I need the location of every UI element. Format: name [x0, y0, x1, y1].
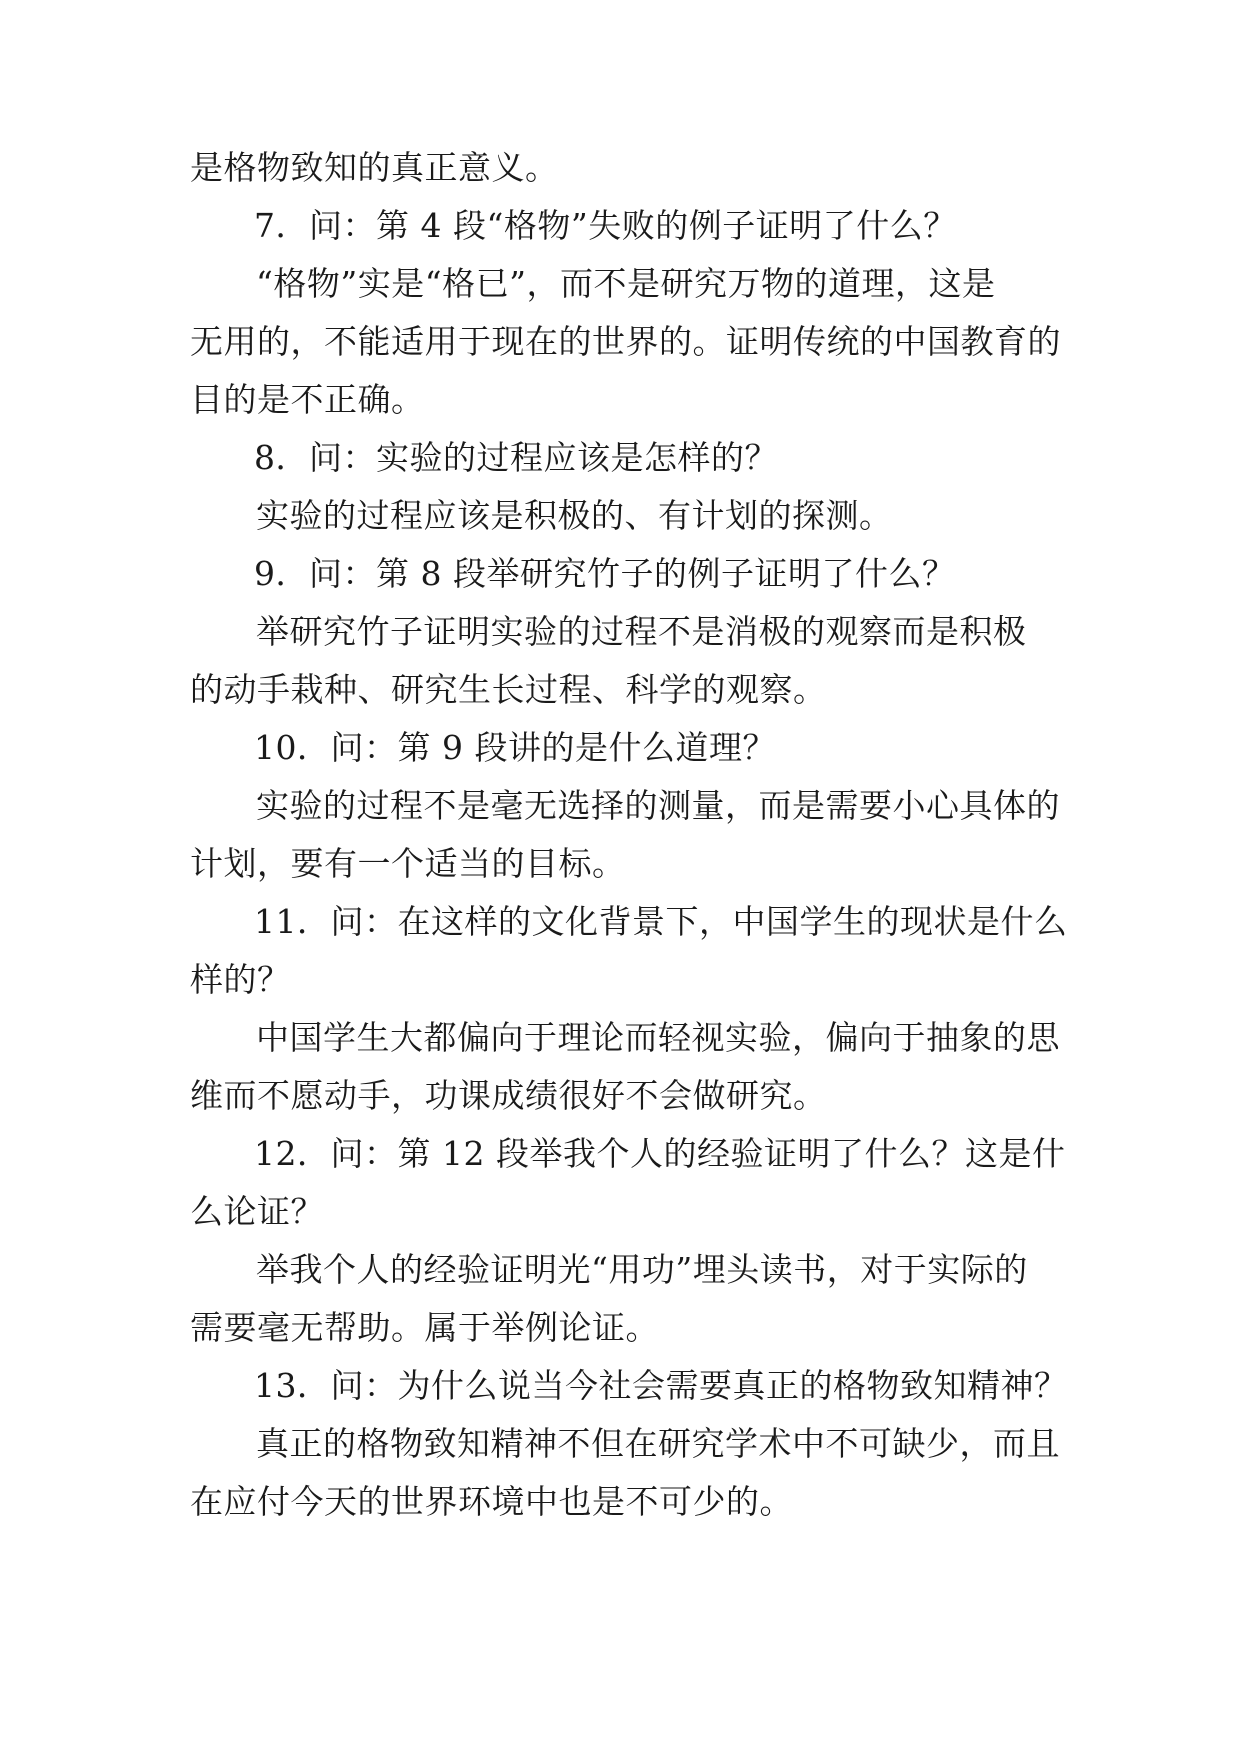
- answer-line: 目的是不正确。: [190, 380, 425, 419]
- question-line: 样的？: [190, 960, 291, 999]
- answer-line: 无用的，不能适用于现在的世界的。证明传统的中国教育的: [190, 322, 1061, 361]
- question-line: 9．问：第 8 段举研究竹子的例子证明了什么？: [254, 554, 956, 593]
- answer-line: 实验的过程不是毫无选择的测量，而是需要小心具体的: [256, 786, 1060, 825]
- question-line: 8．问：实验的过程应该是怎样的？: [254, 438, 778, 477]
- answer-line: “格物”实是“格已”，而不是研究万物的道理，这是: [256, 264, 996, 303]
- question-line: 么论证？: [190, 1192, 324, 1231]
- answer-line: 维而不愿动手，功课成绩很好不会做研究。: [190, 1076, 827, 1115]
- answer-line: 的动手栽种、研究生长过程、科学的观察。: [190, 670, 827, 709]
- answer-line: 实验的过程应该是积极的、有计划的探测。: [256, 496, 893, 535]
- answer-line: 计划，要有一个适当的目标。: [190, 844, 626, 883]
- text-line: 是格物致知的真正意义。: [190, 148, 559, 187]
- question-line: 12．问：第 12 段举我个人的经验证明了什么？这是什: [254, 1134, 1066, 1173]
- answer-line: 举我个人的经验证明光“用功”埋头读书，对于实际的: [256, 1250, 1028, 1289]
- answer-line: 在应付今天的世界环境中也是不可少的。: [190, 1482, 793, 1521]
- answer-line: 需要毫无帮助。属于举例论证。: [190, 1308, 659, 1347]
- answer-line: 中国学生大都偏向于理论而轻视实验，偏向于抽象的思: [256, 1018, 1060, 1057]
- answer-line: 真正的格物致知精神不但在研究学术中不可缺少，而且: [256, 1424, 1060, 1463]
- question-line: 10．问：第 9 段讲的是什么道理？: [254, 728, 776, 767]
- question-line: 11．问：在这样的文化背景下，中国学生的现状是什么: [254, 902, 1068, 941]
- answer-line: 举研究竹子证明实验的过程不是消极的观察而是积极: [256, 612, 1027, 651]
- question-line: 13．问：为什么说当今社会需要真正的格物致知精神？: [254, 1366, 1068, 1405]
- question-line: 7．问：第 4 段“格物”失败的例子证明了什么？: [254, 206, 957, 245]
